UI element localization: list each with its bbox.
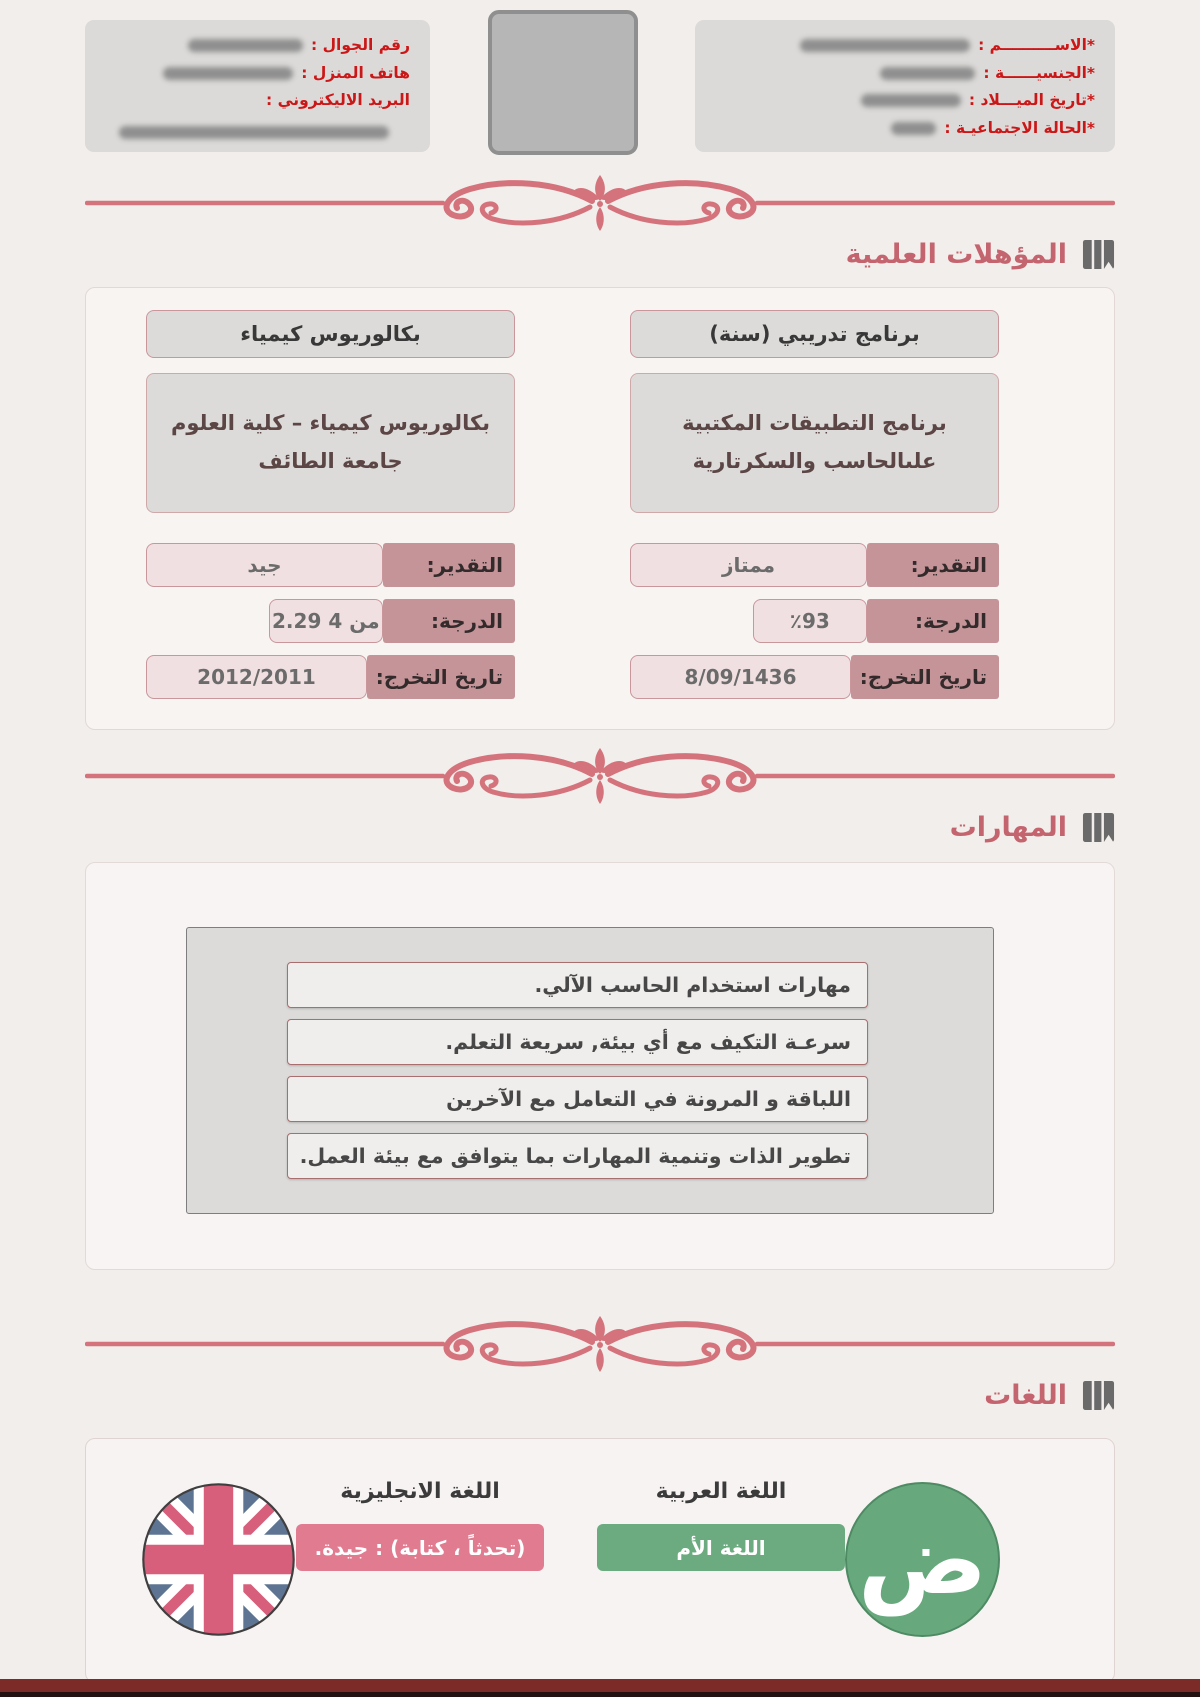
english-language-heading: اللغة الانجليزية (340, 1479, 500, 1504)
languages-panel (85, 1438, 1115, 1683)
skill-item: تطوير الذات وتنمية المهارات بما يتوافق مع بيئة العمل. (287, 1133, 868, 1179)
nationality-label: *الجنسيــــــة : (983, 63, 1095, 82)
skill-item: سرعـة التكيف مع أي بيئة, سريعة التعلم. (287, 1019, 868, 1065)
score-label: الدرجة: (383, 599, 515, 643)
skill-item: مهارات استخدام الحاسب الآلي. (287, 962, 868, 1008)
home-phone-label: هاتف المنزل : (301, 63, 410, 82)
grade-value: ممتاز (630, 543, 867, 587)
score-value: ٪93 (753, 599, 867, 643)
birthdate-label: *تاريخ الميـــلاد : (968, 91, 1095, 110)
arabic-language-group (597, 1477, 1014, 1637)
book-icon (1082, 1379, 1115, 1412)
photo-placeholder (488, 10, 638, 155)
grade-label: التقدير: (383, 543, 515, 587)
degree-title: برنامج تدريبي (سنة) (630, 310, 999, 358)
graduation-date-label: تاريخ التخرج: (367, 655, 515, 699)
graduation-date-row (146, 655, 515, 699)
email-field (105, 87, 410, 115)
footer-maroon-strip (0, 1679, 1200, 1692)
flourish-divider-icon (85, 173, 1115, 233)
languages-title: اللغات (984, 1379, 1067, 1411)
score-row (630, 599, 999, 643)
book-icon (1082, 238, 1115, 271)
skill-item: اللباقة و المرونة في التعامل مع الآخرين (287, 1076, 868, 1122)
footer-bar (0, 1679, 1200, 1697)
score-row (146, 599, 515, 643)
nationality-field (715, 60, 1095, 88)
flourish-divider-icon (85, 1314, 1115, 1374)
skills-title: المهارات (949, 811, 1067, 843)
mobile-field (105, 32, 410, 60)
email-label: البريد الاليكتروني : (266, 91, 410, 110)
arabic-language-heading: اللغة العربية (655, 1479, 787, 1504)
footer-dark-edge (0, 1692, 1200, 1697)
redacted-marital-value (891, 122, 936, 135)
skills-panel (85, 862, 1115, 1270)
english-level-badge: (تحدثاً ، كتابة) : جيدة. (296, 1524, 544, 1571)
home-phone-field (105, 60, 410, 88)
native-language-badge: اللغة الأم (597, 1524, 845, 1571)
uk-flag-icon (141, 1482, 296, 1637)
grade-row (146, 543, 515, 587)
arabic-language-texts (597, 1479, 845, 1571)
english-language-texts (296, 1479, 544, 1571)
marital-status-field (715, 115, 1095, 143)
personal-info-box (695, 20, 1115, 152)
degree-title: بكالوريوس كيمياء (146, 310, 515, 358)
flourish-divider-icon (85, 746, 1115, 806)
languages-section-header (85, 1374, 1115, 1416)
graduation-date-row (630, 655, 999, 699)
birthdate-field (715, 87, 1095, 115)
score-label: الدرجة: (867, 599, 999, 643)
redacted-nationality-value (880, 67, 975, 80)
personal-info-header (85, 20, 1115, 155)
redacted-email-value (119, 126, 389, 139)
degree-description: برنامج التطبيقات المكتبية علىالحاسب والسكرتارية (630, 373, 999, 513)
grade-row (630, 543, 999, 587)
qualifications-title: المؤهلات العلمية (845, 238, 1067, 270)
redacted-mobile-value (188, 39, 303, 52)
mobile-label: رقم الجوال : (310, 36, 410, 54)
redacted-name-value (800, 39, 970, 52)
skills-list (186, 927, 994, 1214)
graduation-date-value: 8/09/1436 (630, 655, 851, 699)
name-label: *الاســــــــــم : (978, 36, 1095, 54)
arabic-letter-circle-icon (845, 1482, 1000, 1637)
marital-status-label: *الحالة الاجتماعيـة : (944, 118, 1095, 137)
english-language-group (141, 1477, 544, 1637)
name-field (715, 32, 1095, 60)
skills-section-header (85, 806, 1115, 848)
photo-area (430, 20, 695, 155)
graduation-date-value: 2012/2011 (146, 655, 367, 699)
arabic-letter: ض (857, 1503, 988, 1616)
redacted-birthdate-value (861, 94, 961, 107)
grade-value: جيد (146, 543, 383, 587)
redacted-home-phone-value (163, 67, 293, 80)
grade-label: التقدير: (867, 543, 999, 587)
graduation-date-label: تاريخ التخرج: (851, 655, 999, 699)
email-value-line (105, 119, 410, 147)
qualification-card-bachelor (146, 310, 515, 699)
qualification-card-training (630, 310, 999, 699)
degree-description: بكالوريوس كيمياء – كلية العلوم جامعة الطائف (146, 373, 515, 513)
score-value: 2.29 من 4 (269, 599, 383, 643)
book-icon (1082, 811, 1115, 844)
qualifications-panel (85, 287, 1115, 730)
contact-info-box (85, 20, 430, 152)
qualifications-section-header (85, 233, 1115, 275)
